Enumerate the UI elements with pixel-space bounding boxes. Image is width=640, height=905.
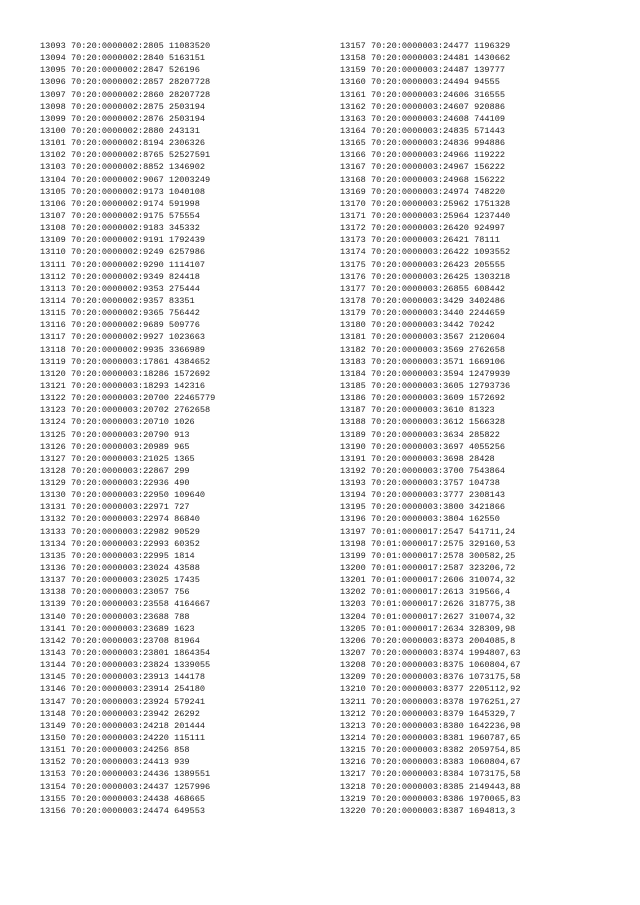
record-line: 13175 70:20:0000003:26423 205555 — [340, 259, 506, 270]
record-line: 13172 70:20:0000003:26420 924997 — [340, 223, 506, 234]
record-line: 13166 70:20:0000003:24966 119222 — [340, 150, 506, 161]
record-line: 13124 70:20:0000003:20710 1026 — [40, 417, 195, 428]
record-line: 13202 70:01:0000017:2613 319566,4 — [340, 587, 511, 598]
record-line: 13195 70:20:0000003:3800 3421866 — [340, 502, 506, 513]
record-line: 13198 70:01:0000017:2575 329160,53 — [340, 538, 516, 549]
record-line: 13204 70:01:0000017:2627 310074,32 — [340, 611, 516, 622]
record-line: 13194 70:20:0000003:3777 2308143 — [340, 490, 506, 501]
record-line: 13191 70:20:0000003:3698 28428 — [340, 453, 495, 464]
record-line: 13123 70:20:0000003:20702 2762658 — [40, 405, 211, 416]
record-line: 13158 70:20:0000003:24481 1430662 — [340, 53, 511, 64]
record-line: 13208 70:20:0000003:8375 1060804,67 — [340, 660, 521, 671]
record-line: 13145 70:20:0000003:23913 144178 — [40, 672, 206, 683]
record-line: 13152 70:20:0000003:24413 939 — [40, 757, 190, 768]
record-line: 13177 70:20:0000003:26855 608442 — [340, 283, 506, 294]
record-line: 13183 70:20:0000003:3571 1669106 — [340, 356, 506, 367]
record-line: 13186 70:20:0000003:3609 1572692 — [340, 393, 506, 404]
record-line: 13220 70:20:0000003:8387 1694813,3 — [340, 805, 516, 816]
record-line: 13134 70:20:0000003:22993 60352 — [40, 538, 200, 549]
record-line: 13138 70:20:0000003:23057 756 — [40, 587, 190, 598]
record-line: 13104 70:20:0000002:9067 12003249 — [40, 174, 211, 185]
record-line: 13150 70:20:0000003:24220 115111 — [40, 733, 206, 744]
record-line: 13161 70:20:0000003:24606 316555 — [340, 89, 506, 100]
record-line: 13200 70:01:0000017:2587 323206,72 — [340, 563, 516, 574]
record-line: 13153 70:20:0000003:24436 1389551 — [40, 769, 211, 780]
record-line: 13111 70:20:0000002:9290 1114107 — [40, 259, 206, 270]
record-line: 13102 70:20:0000002:8765 52527591 — [40, 150, 211, 161]
right-column — [340, 40, 521, 817]
record-line: 13139 70:20:0000003:23558 4164667 — [40, 599, 211, 610]
record-line: 13122 70:20:0000003:20700 22465779 — [40, 393, 216, 404]
record-line: 13213 70:20:0000003:8380 1642236,98 — [340, 720, 521, 731]
record-line: 13149 70:20:0000003:24218 201444 — [40, 720, 206, 731]
record-line: 13141 70:20:0000003:23689 1623 — [40, 623, 195, 634]
record-line: 13215 70:20:0000003:8382 2059754,85 — [340, 745, 521, 756]
record-line: 13110 70:20:0000002:9249 6257986 — [40, 247, 206, 258]
record-line: 13155 70:20:0000003:24438 468665 — [40, 793, 206, 804]
record-line: 13126 70:20:0000003:20989 965 — [40, 441, 190, 452]
record-line: 13178 70:20:0000003:3429 3402486 — [340, 295, 506, 306]
record-line: 13214 70:20:0000003:8381 1960787,65 — [340, 733, 521, 744]
record-line: 13197 70:01:0000017:2547 541711,24 — [340, 526, 516, 537]
record-line: 13113 70:20:0000002:9353 275444 — [40, 283, 200, 294]
record-line: 13140 70:20:0000003:23688 788 — [40, 611, 190, 622]
record-line: 13212 70:20:0000003:8379 1645329,7 — [340, 708, 516, 719]
record-line: 13199 70:01:0000017:2578 300582,25 — [340, 550, 516, 561]
record-line: 13216 70:20:0000003:8383 1060804,67 — [340, 757, 521, 768]
record-line: 13135 70:20:0000003:22995 1814 — [40, 550, 195, 561]
record-line: 13125 70:20:0000003:20790 913 — [40, 429, 190, 440]
record-line: 13181 70:20:0000003:3567 2120604 — [340, 332, 506, 343]
record-line: 13094 70:20:0000002:2840 5163151 — [40, 53, 206, 64]
record-line: 13193 70:20:0000003:3757 104738 — [340, 478, 500, 489]
record-line: 13179 70:20:0000003:3440 2244659 — [340, 308, 506, 319]
record-line: 13107 70:20:0000002:9175 575554 — [40, 210, 200, 221]
record-line: 13118 70:20:0000002:9935 3366989 — [40, 344, 206, 355]
record-line: 13147 70:20:0000003:23924 579241 — [40, 696, 206, 707]
record-line: 13171 70:20:0000003:25964 1237440 — [340, 210, 511, 221]
record-line: 13119 70:20:0000003:17861 4384652 — [40, 356, 211, 367]
record-line: 13101 70:20:0000002:8194 2306326 — [40, 138, 206, 149]
record-line: 13207 70:20:0000003:8374 1994807,63 — [340, 648, 521, 659]
record-line: 13095 70:20:0000002:2847 526196 — [40, 65, 200, 76]
record-line: 13188 70:20:0000003:3612 1566328 — [340, 417, 506, 428]
record-line: 13142 70:20:0000003:23708 81964 — [40, 635, 200, 646]
record-line: 13100 70:20:0000002:2880 243131 — [40, 125, 200, 136]
record-line: 13108 70:20:0000002:9183 345332 — [40, 223, 200, 234]
record-line: 13116 70:20:0000002:9689 509776 — [40, 320, 200, 331]
record-line: 13159 70:20:0000003:24487 139777 — [340, 65, 506, 76]
record-line: 13210 70:20:0000003:8377 2205112,92 — [340, 684, 521, 695]
record-line: 13130 70:20:0000003:22950 109640 — [40, 490, 206, 501]
record-line: 13157 70:20:0000003:24477 1196329 — [340, 41, 511, 51]
record-line: 13174 70:20:0000003:26422 1093552 — [340, 247, 511, 258]
record-line: 13146 70:20:0000003:23914 254180 — [40, 684, 206, 695]
record-line: 13165 70:20:0000003:24836 994886 — [340, 138, 506, 149]
record-line: 13128 70:20:0000003:22867 299 — [40, 465, 190, 476]
record-line: 13182 70:20:0000003:3569 2762658 — [340, 344, 506, 355]
record-line: 13167 70:20:0000003:24967 156222 — [340, 162, 506, 173]
record-line: 13097 70:20:0000002:2860 28207728 — [40, 89, 211, 100]
record-line: 13169 70:20:0000003:24974 748220 — [340, 186, 506, 197]
record-line: 13187 70:20:0000003:3610 81323 — [340, 405, 495, 416]
record-line: 13209 70:20:0000003:8376 1073175,58 — [340, 672, 521, 683]
record-line: 13098 70:20:0000002:2875 2503194 — [40, 101, 206, 112]
record-line: 13196 70:20:0000003:3804 162550 — [340, 514, 500, 525]
record-line: 13148 70:20:0000003:23942 26292 — [40, 708, 200, 719]
record-line: 13154 70:20:0000003:24437 1257996 — [40, 781, 211, 792]
record-line: 13170 70:20:0000003:25962 1751328 — [340, 198, 511, 209]
record-line: 13201 70:01:0000017:2606 310074,32 — [340, 575, 516, 586]
left-column — [40, 40, 215, 817]
record-line: 13160 70:20:0000003:24494 94555 — [340, 77, 500, 88]
record-line: 13176 70:20:0000003:26425 1303218 — [340, 271, 511, 282]
record-line: 13189 70:20:0000003:3634 285822 — [340, 429, 500, 440]
record-line: 13105 70:20:0000002:9173 1040108 — [40, 186, 206, 197]
record-line: 13185 70:20:0000003:3605 12793736 — [340, 380, 511, 391]
record-line: 13117 70:20:0000002:9927 1023663 — [40, 332, 206, 343]
record-line: 13093 70:20:0000002:2805 11083520 — [40, 41, 211, 51]
record-line: 13219 70:20:0000003:8386 1970065,83 — [340, 793, 521, 804]
record-line: 13162 70:20:0000003:24607 920886 — [340, 101, 506, 112]
record-line: 13151 70:20:0000003:24256 858 — [40, 745, 190, 756]
record-line: 13106 70:20:0000002:9174 591998 — [40, 198, 200, 209]
record-line: 13131 70:20:0000003:22971 727 — [40, 502, 190, 513]
record-line: 13133 70:20:0000003:22982 90529 — [40, 526, 200, 537]
record-line: 13144 70:20:0000003:23824 1339055 — [40, 660, 211, 671]
record-line: 13132 70:20:0000003:22974 86840 — [40, 514, 200, 525]
record-line: 13206 70:20:0000003:8373 2004085,8 — [340, 635, 516, 646]
record-line: 13205 70:01:0000017:2634 328309,98 — [340, 623, 516, 634]
record-line: 13190 70:20:0000003:3697 4055256 — [340, 441, 506, 452]
record-line: 13168 70:20:0000003:24968 156222 — [340, 174, 506, 185]
record-line: 13114 70:20:0000002:9357 83351 — [40, 295, 195, 306]
record-line: 13163 70:20:0000003:24608 744109 — [340, 113, 506, 124]
record-line: 13127 70:20:0000003:21025 1365 — [40, 453, 195, 464]
record-line: 13156 70:20:0000003:24474 649553 — [40, 805, 206, 816]
record-line: 13164 70:20:0000003:24835 571443 — [340, 125, 506, 136]
record-line: 13136 70:20:0000003:23024 43588 — [40, 563, 200, 574]
record-line: 13180 70:20:0000003:3442 70242 — [340, 320, 495, 331]
record-line: 13211 70:20:0000003:8378 1976251,27 — [340, 696, 521, 707]
record-line: 13173 70:20:0000003:26421 78111 — [340, 235, 500, 246]
record-line: 13096 70:20:0000002:2857 28207728 — [40, 77, 211, 88]
record-line: 13192 70:20:0000003:3700 7543864 — [340, 465, 506, 476]
record-line: 13217 70:20:0000003:8384 1073175,58 — [340, 769, 521, 780]
record-line: 13203 70:01:0000017:2626 318775,38 — [340, 599, 516, 610]
record-line: 13112 70:20:0000002:9349 824418 — [40, 271, 200, 282]
record-line: 13143 70:20:0000003:23801 1864354 — [40, 648, 211, 659]
record-line: 13121 70:20:0000003:18293 142316 — [40, 380, 206, 391]
record-line: 13120 70:20:0000003:18286 1572692 — [40, 368, 211, 379]
record-line: 13129 70:20:0000003:22936 490 — [40, 478, 190, 489]
record-line: 13109 70:20:0000002:9191 1792439 — [40, 235, 206, 246]
record-line: 13099 70:20:0000002:2876 2503194 — [40, 113, 206, 124]
record-line: 13218 70:20:0000003:8385 2149443,88 — [340, 781, 521, 792]
record-line: 13103 70:20:0000002:8852 1346902 — [40, 162, 206, 173]
record-line: 13137 70:20:0000003:23025 17435 — [40, 575, 200, 586]
record-line: 13184 70:20:0000003:3594 12479939 — [340, 368, 511, 379]
record-line: 13115 70:20:0000002:9365 756442 — [40, 308, 200, 319]
